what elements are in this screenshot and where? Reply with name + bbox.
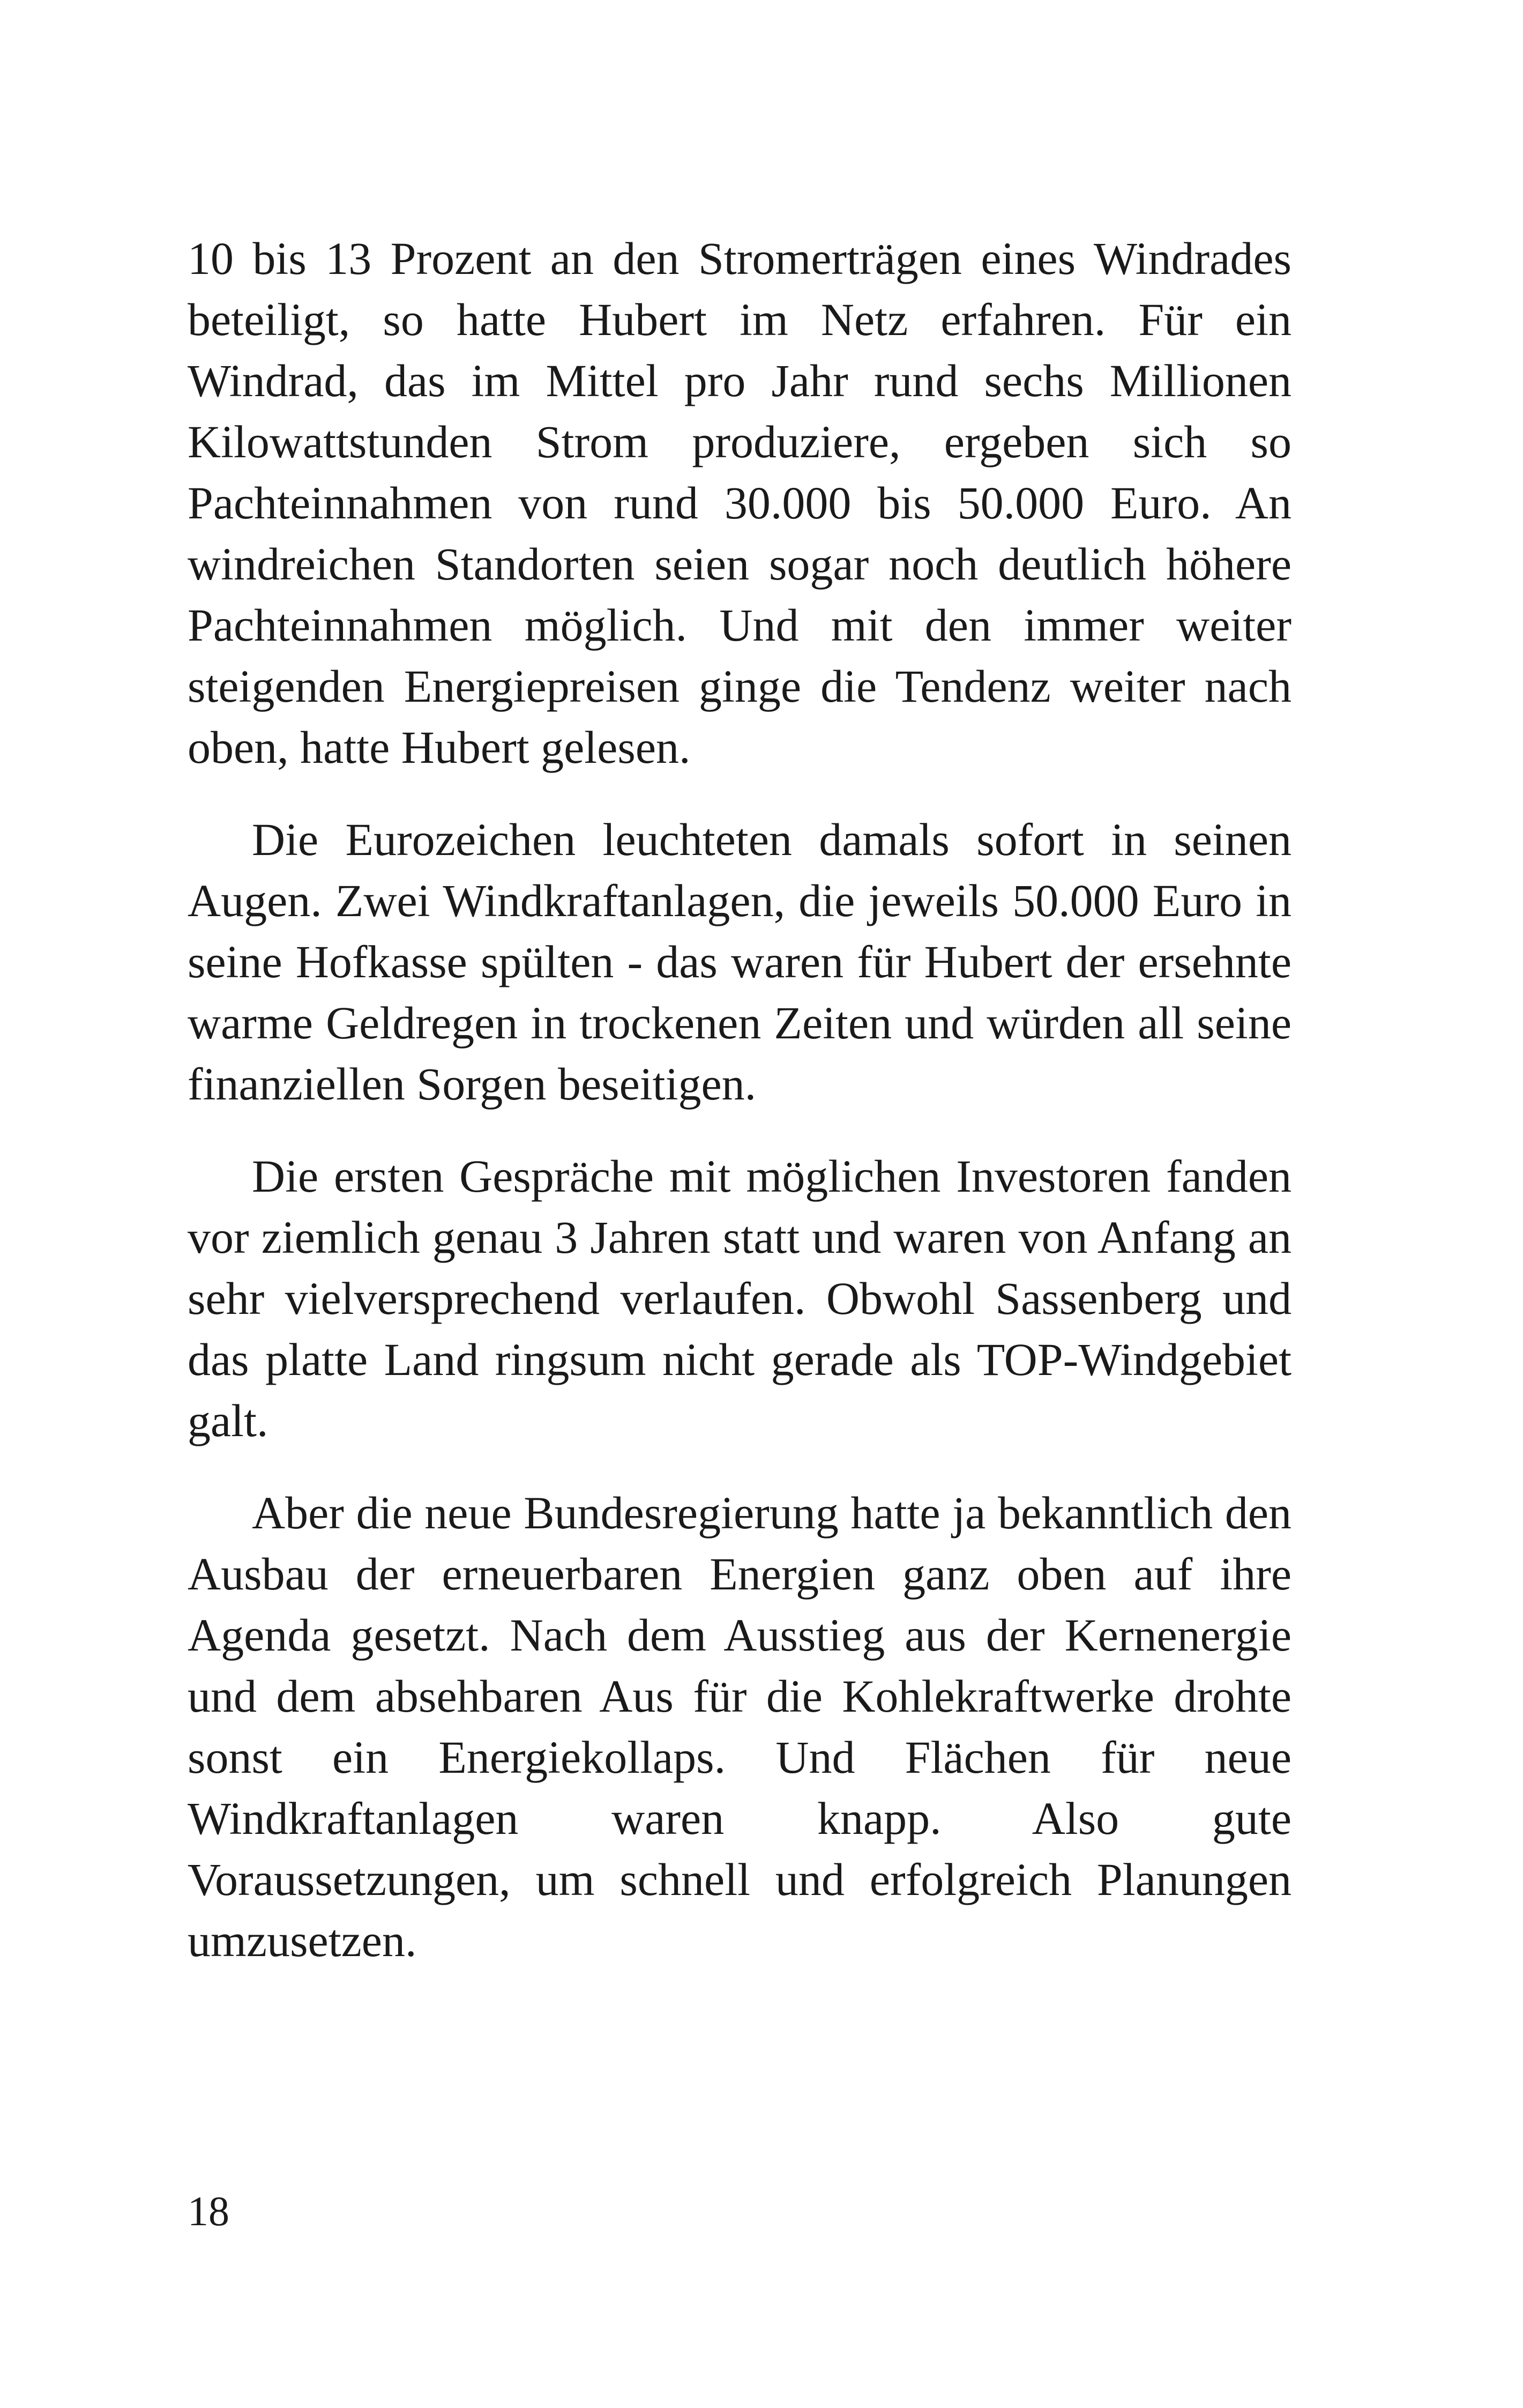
paragraph-1: 10 bis 13 Prozent an den Stromerträgen eines Windrades beteiligt, so hatte Hubert im Netz erfahren. Für ein Windrad, das im Mittel pro Jahr rund sechs Millionen Kilowattstunden Strom produziere, ergeben sich so Pachteinnahmen von rund 30.000 bis 50.000 Euro. An windreichen Standorten seien sogar noch deutlich höhere Pachteinnahmen möglich. Und mit den immer weiter steigenden Energiepreisen ginge die Tendenz weiter nach oben, hatte Hubert gelesen. [188, 233, 1291, 773]
page-number: 18 [188, 2188, 229, 2234]
body-text [188, 228, 1291, 1971]
paragraph-2: Die Eurozeichen leuchteten damals sofort in seinen Augen. Zwei Windkraftanlagen, die jeweils 50.000 Euro in seine Hofkasse spülten - das waren für Hubert der ersehnte warme Geldregen in trockenen Zeiten und würden all seine finanziellen Sorgen beseitigen. [188, 814, 1291, 1110]
paragraph-3: Die ersten Gespräche mit möglichen Investoren fanden vor ziemlich genau 3 Jahren statt und waren von Anfang an sehr vielversprechend verlaufen. Obwohl Sassenberg und das platte Land ringsum nicht gerade als TOP-Windgebiet galt. [188, 1150, 1291, 1446]
paragraph-4: Aber die neue Bundesregierung hatte ja bekanntlich den Ausbau der erneuerbaren Energien ganz oben auf ihre Agenda gesetzt. Nach dem Ausstieg aus der Kernenergie und dem absehbaren Aus für die Kohlekraftwerke drohte sonst ein Energiekollaps. Und Flächen für neue Windkraftanlagen waren knapp. Also gute Voraussetzungen, um schnell und erfolgreich Planungen umzusetzen. [188, 1487, 1291, 1966]
